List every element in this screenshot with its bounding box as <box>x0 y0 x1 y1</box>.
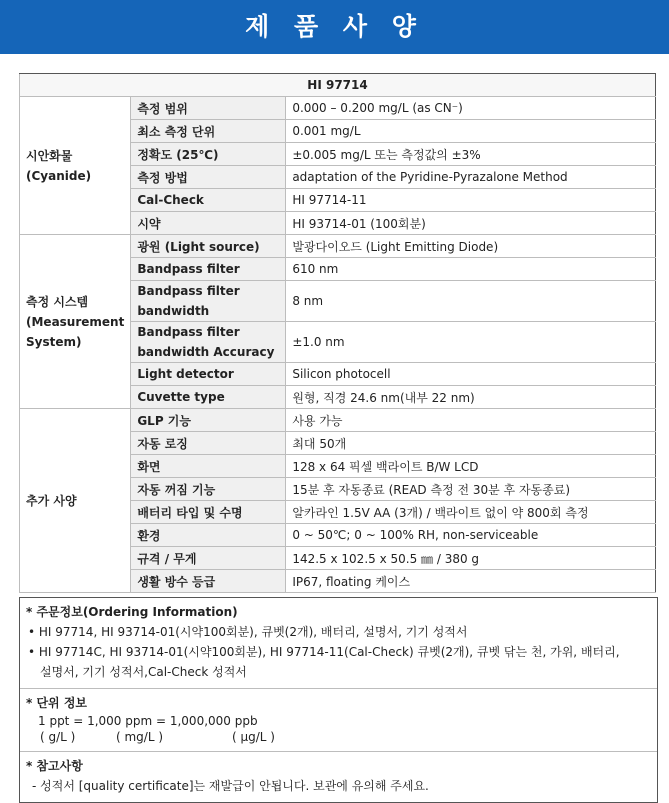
page-title: 제 품 사 양 <box>245 12 424 41</box>
row-value: 128 x 64 픽셀 백라이트 B/W LCD <box>286 455 656 478</box>
group-cyanide <box>20 97 131 235</box>
row-value: HI 97714-11 <box>286 189 656 212</box>
row-value: 0.001 mg/L <box>286 120 656 143</box>
table-row <box>20 97 656 120</box>
reference-title: * 참고사항 <box>26 759 83 773</box>
group-title-ko: 측정 시스템 <box>26 294 89 309</box>
row-value: 원형, 직경 24.6 nm(내부 22 nm) <box>286 386 656 409</box>
reference-info <box>20 751 657 802</box>
row-value: 610 nm <box>286 258 656 281</box>
row-label: Cuvette type <box>131 386 286 409</box>
row-label: Cal-Check <box>131 189 286 212</box>
unit-gl: ( g/L ) <box>40 730 76 744</box>
unit-ugl: ( μg/L ) <box>232 730 275 744</box>
group-title-en: (Measurement System) <box>26 314 125 349</box>
row-value: 최대 50개 <box>286 432 656 455</box>
table-row <box>20 235 656 258</box>
row-label: 자동 꺼짐 기능 <box>131 478 286 501</box>
row-value: IP67, floating 케이스 <box>286 570 656 593</box>
row-label: 측정 범위 <box>131 97 286 120</box>
notes-box <box>19 597 658 803</box>
row-value: 0.000 – 0.200 mg/L (as CN⁻) <box>286 97 656 120</box>
row-label: 규격 / 무게 <box>131 547 286 570</box>
row-label: 정확도 (25℃) <box>131 143 286 166</box>
reference-line: - 성적서 [quality certificate]는 재발급이 안됩니다. 보관에 유의해 주세요. <box>32 779 429 793</box>
model-row <box>20 74 656 97</box>
ordering-title: * 주문정보(Ordering Information) <box>26 605 238 619</box>
row-label: GLP 기능 <box>131 409 286 432</box>
group-title-ko: 추가 사양 <box>26 493 77 508</box>
ordering-line: • HI 97714C, HI 93714-01(시약100회분), HI 97714-11(Cal-Check) 큐벳(2개), 큐벳 닦는 천, 가위, 배터리, <box>28 645 620 659</box>
model-name: HI 97714 <box>20 74 656 97</box>
unit-equation-text: 1 ppt = 1,000 ppm = 1,000,000 ppb <box>38 714 258 728</box>
row-label: Bandpass filter bandwidth <box>131 281 286 322</box>
row-label: 환경 <box>131 524 286 547</box>
group-measurement-system <box>20 235 131 409</box>
row-value: 사용 가능 <box>286 409 656 432</box>
row-value: adaptation of the Pyridine-Pyrazalone Method <box>286 166 656 189</box>
row-label: 시약 <box>131 212 286 235</box>
row-label: 자동 로징 <box>131 432 286 455</box>
row-value: ±1.0 nm <box>286 322 656 363</box>
unit-mgl: ( mg/L ) <box>116 730 164 744</box>
row-value: 142.5 x 102.5 x 50.5 ㎜ / 380 g <box>286 547 656 570</box>
ordering-info <box>20 597 657 688</box>
row-value: 15분 후 자동종료 (READ 측정 전 30분 후 자동종료) <box>286 478 656 501</box>
row-label: Bandpass filter <box>131 258 286 281</box>
row-label: 화면 <box>131 455 286 478</box>
row-label: 생활 방수 등급 <box>131 570 286 593</box>
unit-labels <box>26 729 651 745</box>
row-value: Silicon photocell <box>286 363 656 386</box>
row-label: Light detector <box>131 363 286 386</box>
table-row <box>20 409 656 432</box>
ordering-line: 설명서, 기기 성적서,Cal-Check 성적서 <box>40 665 247 679</box>
row-value: ±0.005 mg/L 또는 측정값의 ±3% <box>286 143 656 166</box>
page-title-banner <box>0 0 669 54</box>
row-label: 측정 방법 <box>131 166 286 189</box>
group-title-en: (Cyanide) <box>26 168 92 183</box>
row-label: 최소 측정 단위 <box>131 120 286 143</box>
ordering-line: • HI 97714, HI 93714-01(시약100회분), 큐벳(2개), 배터리, 설명서, 기기 성적서 <box>28 625 468 639</box>
row-label: Bandpass filter bandwidth Accuracy <box>131 322 286 363</box>
row-label: 광원 (Light source) <box>131 235 286 258</box>
unit-title: * 단위 정보 <box>26 696 87 710</box>
row-value: 8 nm <box>286 281 656 322</box>
row-value: 발광다이오드 (Light Emitting Diode) <box>286 235 656 258</box>
row-label: 배터리 타입 및 수명 <box>131 501 286 524</box>
row-value: 알카라인 1.5V AA (3개) / 백라이트 없이 약 800회 측정 <box>286 501 656 524</box>
group-additional <box>20 409 131 593</box>
unit-equation <box>26 713 651 729</box>
unit-info <box>20 688 657 751</box>
row-value: 0 ~ 50℃; 0 ~ 100% RH, non-serviceable <box>286 524 656 547</box>
spec-table <box>19 73 656 593</box>
row-value: HI 93714-01 (100회분) <box>286 212 656 235</box>
group-title-ko: 시안화물 <box>26 148 73 163</box>
